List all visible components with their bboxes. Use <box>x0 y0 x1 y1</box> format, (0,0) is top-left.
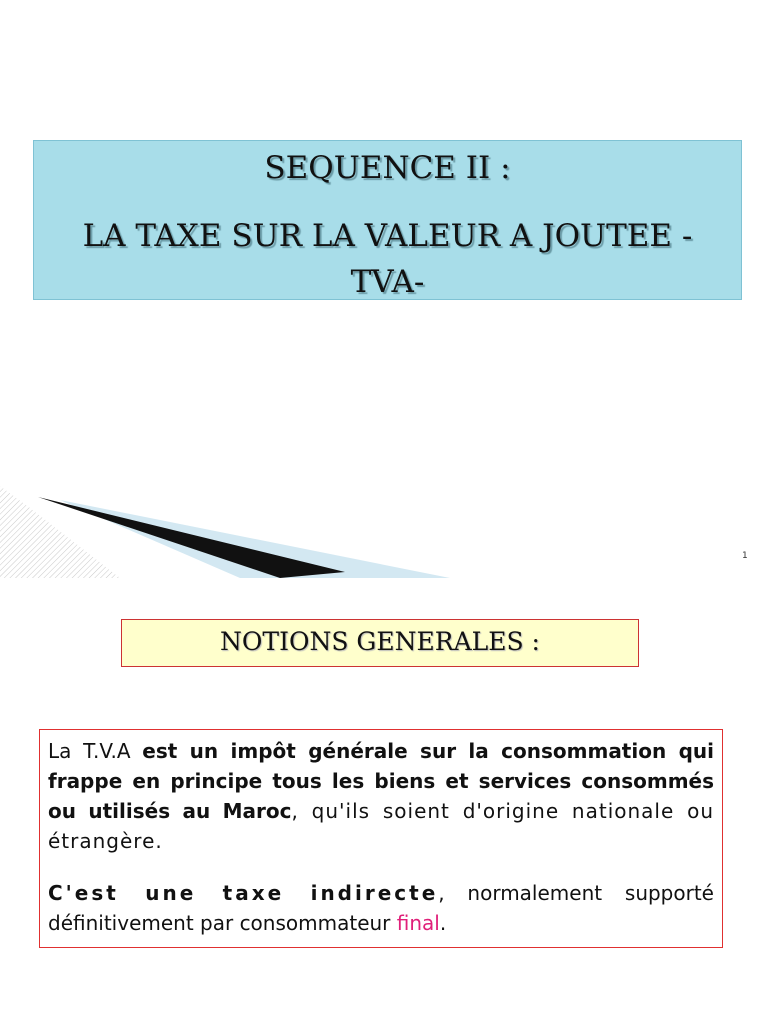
hatched-band <box>0 486 120 578</box>
indirect-tax-rest: , normalement supporté définitivement par consommateur <box>48 881 714 935</box>
final-highlight: final <box>396 911 440 935</box>
definition-box <box>39 729 723 948</box>
definition-lead: La T.V.A <box>48 739 143 763</box>
final-period: . <box>439 911 447 935</box>
definition-paragraph <box>48 736 714 856</box>
notions-heading-box <box>121 619 639 667</box>
sequence-title: SEQUENCE II : <box>264 150 511 186</box>
indirect-tax-paragraph <box>48 878 714 938</box>
page-number: 1 <box>742 551 748 561</box>
title-box <box>33 140 742 300</box>
indirect-tax-bold: C'est une taxe indirecte <box>48 881 439 905</box>
notions-heading: NOTIONS GENERALES : <box>220 627 540 656</box>
decorative-swoosh <box>0 480 460 578</box>
definition-rest: , qu'ils soient d'origine nationale ou étrangère. <box>48 799 714 853</box>
definition-bold: est un impôt générale sur la consommation qui frappe en principe tous les biens et services consommés ou utilisés au Maroc <box>48 739 714 823</box>
tva-title: LA TAXE SUR LA VALEUR A JOUTEE - TVA- <box>82 218 693 300</box>
